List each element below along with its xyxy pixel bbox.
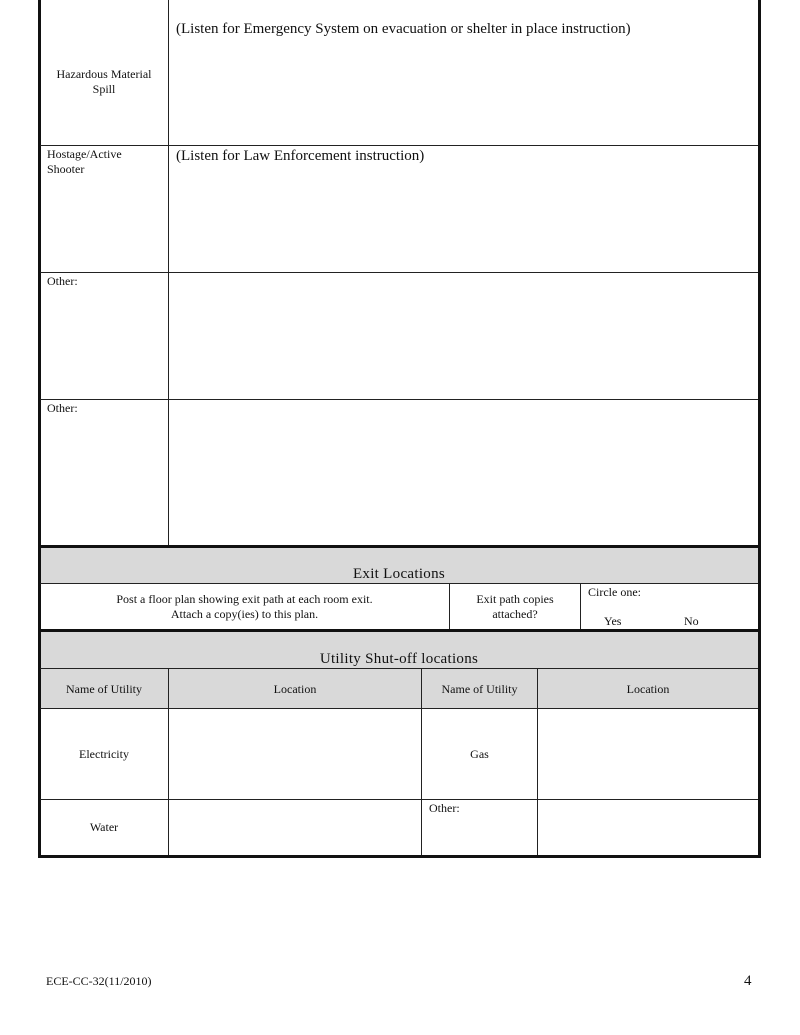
hazard-instruction-spill: (Listen for Emergency System on evacuation or shelter in place instruction) (176, 21, 631, 37)
hazard-row-line-3 (40, 399, 758, 400)
hazard-row-line-2 (40, 272, 758, 273)
utility-gas: Gas (470, 747, 489, 761)
option-no[interactable]: No (684, 614, 699, 628)
utility-title-line (40, 668, 758, 669)
floor-plan-instruction-2: Attach a copy(ies) to this plan. (170, 607, 319, 621)
utility-row-line (40, 799, 758, 800)
outer-border-left (38, 0, 41, 858)
utility-header-line (40, 708, 758, 709)
col-header-utility-name-2: Name of Utility (441, 682, 518, 696)
hazard-label-spill: Hazardous Material Spill (56, 67, 152, 96)
floor-plan-instruction-1: Post a floor plan showing exit path at each room exit. (116, 592, 373, 606)
utility-header-band (40, 631, 759, 709)
hazard-label-other-2: Other: (47, 401, 78, 415)
section-divider-exit (38, 545, 761, 548)
electricity-location-field[interactable] (170, 710, 420, 798)
utility-water: Water (89, 820, 119, 834)
section-divider-utility (38, 629, 761, 632)
col-header-location: Location (273, 682, 317, 696)
other-location-field[interactable] (539, 801, 757, 854)
col-header-location-2: Location (626, 682, 670, 696)
col-header-utility-name: Name of Utility (66, 682, 142, 696)
water-location-field[interactable] (170, 801, 420, 854)
hazard-instruction-shooter: (Listen for Law Enforcement instruction) (176, 148, 425, 164)
hazard-row-line-1 (40, 145, 758, 146)
circle-one-label: Circle one: (588, 585, 641, 599)
gas-location-field[interactable] (539, 710, 757, 798)
utility-shutoff-title: Utility Shut-off locations (319, 651, 479, 667)
exit-copies-label-1: Exit path copies (476, 592, 554, 606)
utility-electricity: Electricity (79, 747, 129, 761)
hazard-notes-spill[interactable] (170, 40, 756, 143)
hazard-label-shooter: Hostage/Active Shooter (47, 147, 122, 176)
exit-locations-title: Exit Locations (352, 566, 446, 582)
hazard-notes-other-1[interactable] (170, 274, 756, 397)
exit-col-line-1 (449, 583, 450, 629)
utility-other: Other: (429, 801, 460, 815)
form-id: ECE-CC-32(11/2010) (46, 974, 152, 988)
exit-col-line-2 (580, 583, 581, 629)
option-yes[interactable]: Yes (604, 614, 622, 628)
exit-title-line (40, 583, 758, 584)
page-number: 4 (744, 973, 752, 989)
exit-copies-label-2: attached? (492, 607, 538, 621)
hazard-label-other-1: Other: (47, 274, 78, 288)
hazard-notes-shooter[interactable] (170, 168, 756, 270)
outer-border-right (758, 0, 761, 858)
outer-border-bottom (38, 855, 761, 858)
hazard-notes-other-2[interactable] (170, 401, 756, 543)
